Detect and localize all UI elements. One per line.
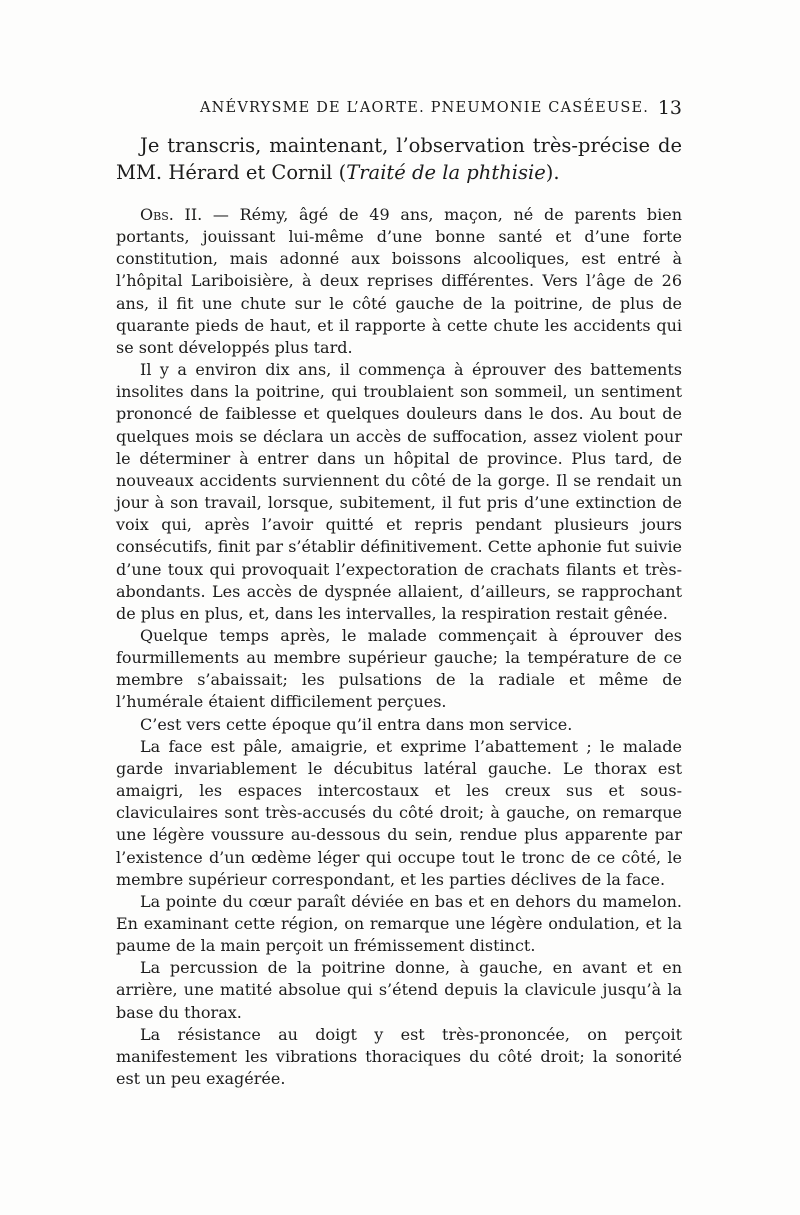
observation-paragraph-8: La résistance au doigt y est très-prononcée, on perçoit manifestement les vibrations thoraciques du côté droit; la sonorité est un peu exagérée. <box>116 1024 682 1089</box>
intro-text: Je transcris, maintenant, l’observation très-précise de MM. Hérard et Cornil ( <box>116 134 682 184</box>
intro-text-end: ). <box>545 161 560 184</box>
running-header <box>116 97 682 124</box>
book-citation: Traité de la phthisie <box>346 161 546 184</box>
observation-paragraph-6: La pointe du cœur paraît déviée en bas et en dehors du mamelon. En examinant cette région, on remarque une légère ondulation, et la paume de la main perçoit un frémissement distinct. <box>116 891 682 956</box>
intro-paragraph <box>116 132 682 186</box>
observation-paragraph-1 <box>116 204 682 359</box>
observation-paragraph-7: La percussion de la poitrine donne, à gauche, en avant et en arrière, une matité absolue qui s’étend depuis la clavicule jusqu’à la base du thorax. <box>116 958 682 1022</box>
page-number: 13 <box>657 97 682 119</box>
observation-label: Obs. II. <box>140 205 203 224</box>
observation-body <box>116 204 682 1090</box>
observation-paragraph-2: Il y a environ dix ans, il commença à éprouver des battements insolites dans la poitrine, qui troublaient son sommeil, un sentiment prononcé de faiblesse et quelques douleurs dans le dos. Au bout de quelques mois se déclara un accès de suffocation, assez violent pour le déterminer à entrer dans un hôpital de province. Plus tard, de nouveaux accidents surviennent du côté de la gorge. Il se rendait un jour à son travail, lorsque, subitement, il fut pris d’une extinction de voix qui, après l’avoir quitté et repris pendant plusieurs jours consécutifs, finit par s’établir définitivement. Cette aphonie fut suivie d’une toux qui provoquait l’expectoration de crachats filants et très-abondants. Les accès de dyspnée allaient, d’ailleurs, se rapprochant de plus en plus, et, dans les intervalles, la respiration restait gênée. <box>116 360 682 623</box>
paragraph-text: — Rémy, âgé de 49 ans, maçon, né de parents bien portants, jouissant lui-même d’une bonne santé et d’une forte constitution, mais adonné aux boissons alcooliques, est entré à l’hôpital Lariboisière, à deux reprises différentes. Vers l’âge de 26 ans, il fit une chute sur le côté gauche de la poitrine, de plus de quarante pieds de haut, et il rapporte à cette chute les accidents qui se sont développés plus tard. <box>116 205 682 357</box>
running-title: ANÉVRYSME DE L’AORTE. PNEUMONIE CASÉEUSE. <box>200 100 650 116</box>
intro-paragraph-block <box>116 132 682 186</box>
observation-paragraph-3: Quelque temps après, le malade commençait à éprouver des fourmillements au membre supérieur gauche; la température de ce membre s’abaissait; les pulsations de la radiale et même de l’humérale étaient difficilement perçues. <box>116 625 682 712</box>
observation-paragraph-4: C’est vers cette époque qu’il entra dans mon service. <box>140 714 573 734</box>
observation-paragraph-5: La face est pâle, amaigrie, et exprime l’abattement ; le malade garde invariablement le décubitus latéral gauche. Le thorax est amaigri, les espaces intercostaux et les creux sus et sous-claviculaires sont très-accusés du côté droit; à gauche, on remarque une légère voussure au-dessous du sein, rendue plus apparente par l’existence d’un œdème léger qui occupe tout le tronc de ce côté, le membre supérieur correspondant, et les parties déclives de la face. <box>116 736 682 889</box>
